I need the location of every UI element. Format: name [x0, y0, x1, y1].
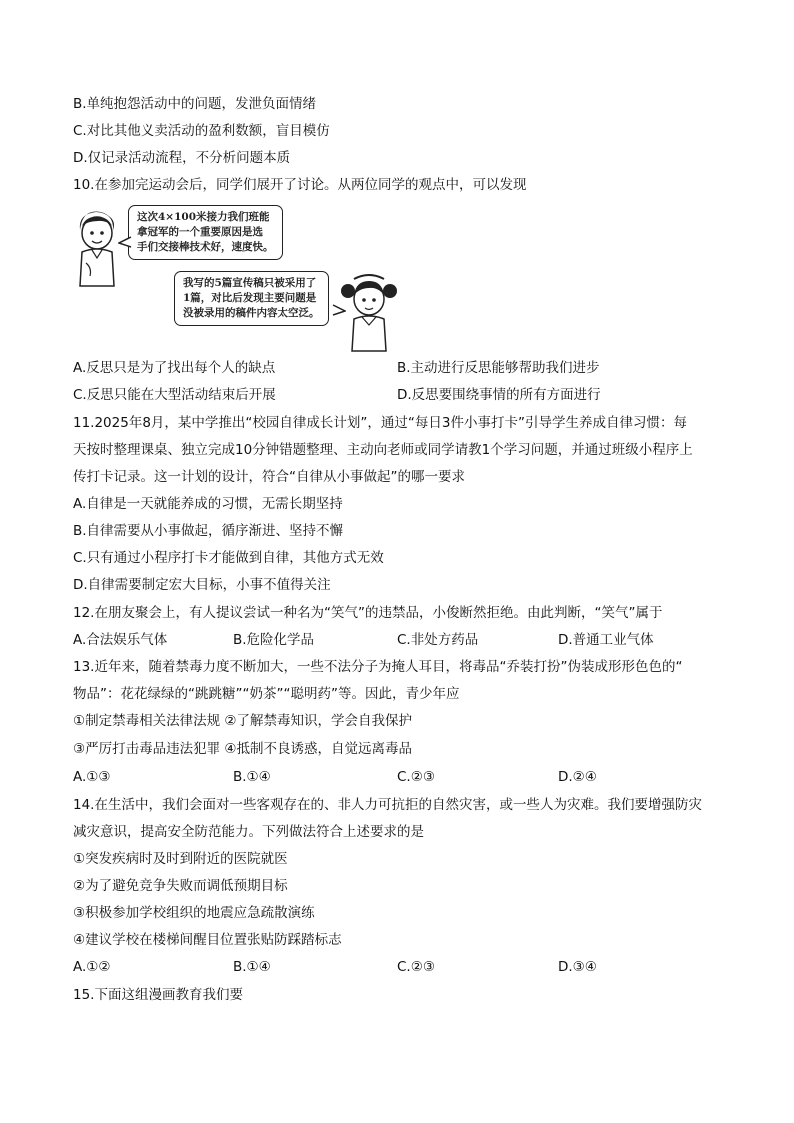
q12-option-a: A.合法娱乐气体: [73, 632, 168, 648]
q14-option-a: A.①②: [73, 959, 111, 975]
q9-option-d: D.仅记录活动流程，不分析问题本质: [73, 150, 291, 166]
boy-bubble-line: 手们交接棒技术好，速度快。: [137, 241, 274, 253]
q10-option-d: D.反思要围绕事情的所有方面进行: [397, 387, 601, 403]
q9-option-b: B.单纯抱怨活动中的问题，发泄负面情绪: [73, 96, 317, 112]
q9-option-c: C.对比其他义卖活动的盈利数额，盲目模仿: [73, 123, 330, 139]
q12-option-c: C.非处方药品: [397, 632, 479, 648]
q11-stem-line: 天按时整理课桌、独立完成10分钟错题整理、主动向老师或同学请教1个学习问题，并通过班级小程序上: [73, 442, 693, 458]
boy-bubble-line: 拿冠军的一个重要原因是选: [137, 226, 263, 238]
boy-bubble-line: 这次4×100米接力我们班能: [137, 211, 270, 223]
q14-statement: ④建议学校在楼梯间醒目位置张贴防踩踏标志: [73, 932, 342, 948]
q14-statement: ③积极参加学校组织的地震应急疏散演练: [73, 905, 315, 921]
q13-stem-line: 物品”：花花绿绿的“跳跳糖”“奶茶”“聪明药”等。因此，青少年应: [73, 686, 460, 702]
q14-option-b: B.①④: [233, 959, 271, 975]
q14-stem-line: 14.在生活中，我们会面对一些客观存在的、非人力可抗拒的自然灾害，或一些人为灾难。我们要增强防灾: [73, 797, 702, 813]
q10-cartoon: [70, 203, 400, 353]
q14-stem-line: 减灾意识，提高安全防范能力。下列做法符合上述要求的是: [73, 824, 424, 840]
q10-option-c: C.反思只能在大型活动结束后开展: [73, 387, 276, 403]
q13-option-a: A.①③: [73, 769, 111, 785]
q10-stem: 10.在参加完运动会后，同学们展开了讨论。从两位同学的观点中，可以发现: [73, 177, 527, 193]
q11-option-c: C.只有通过小程序打卡才能做到自律，其他方式无效: [73, 550, 384, 566]
q11-option-d: D.自律需要制定宏大目标，小事不值得关注: [73, 577, 331, 593]
girl-bubble-line: 没被录用的稿件内容太空泛。: [183, 307, 320, 319]
q11-option-b: B.自律需要从小事做起，循序渐进、坚持不懈: [73, 523, 344, 539]
q12-option-d: D.普通工业气体: [558, 632, 654, 648]
q15-stem: 15.下面这组漫画教育我们要: [73, 987, 243, 1003]
girl-bubble-line: 1篇，对比后发现主要问题是: [183, 292, 317, 304]
q13-option-b: B.①④: [233, 769, 271, 785]
q11-stem-line: 传打卡记录。这一计划的设计，符合“自律从小事做起”的哪一要求: [73, 469, 465, 485]
boy-speech-bubble: [128, 205, 283, 260]
q11-option-a: A.自律是一天就能养成的习惯，无需长期坚持: [73, 496, 343, 512]
q14-statement: ②为了避免竞争失败而调低预期目标: [73, 878, 288, 894]
q13-statement: ③严厉打击毒品违法犯罪 ④抵制不良诱惑，自觉远离毒品: [73, 741, 412, 757]
girl-illustration: [340, 273, 398, 353]
girl-speech-bubble: [174, 271, 329, 326]
q13-option-d: D.②④: [558, 769, 597, 785]
boy-bubble-tail: [118, 235, 132, 249]
q13-option-c: C.②③: [397, 769, 435, 785]
q10-option-a: A.反思只是为了找出每个人的缺点: [73, 360, 276, 376]
q12-stem: 12.在朋友聚会上，有人提议尝试一种名为“笑气”的违禁品，小俊断然拒绝。由此判断，“笑气”属于: [73, 605, 663, 621]
q13-statement: ①制定禁毒相关法律法规 ②了解禁毒知识，学会自我保护: [73, 713, 412, 729]
q13-stem-line: 13.近年来，随着禁毒力度不断加大，一些不法分子为掩人耳目，将毒品“乔装打扮”伪装成形形色色的“: [73, 659, 683, 675]
boy-illustration: [72, 208, 122, 288]
q14-option-c: C.②③: [397, 959, 435, 975]
q12-option-b: B.危险化学品: [233, 632, 315, 648]
q14-statement: ①突发疾病时及时到附近的医院就医: [73, 851, 288, 867]
q10-option-b: B.主动进行反思能够帮助我们进步: [397, 360, 600, 376]
q14-option-d: D.③④: [558, 959, 597, 975]
q11-stem-line: 11.2025年8月，某中学推出“校园自律成长计划”，通过“每日3件小事打卡”引导学生养成自律习惯：每: [73, 415, 687, 431]
girl-bubble-line: 我写的5篇宣传稿只被采用了: [183, 277, 317, 289]
